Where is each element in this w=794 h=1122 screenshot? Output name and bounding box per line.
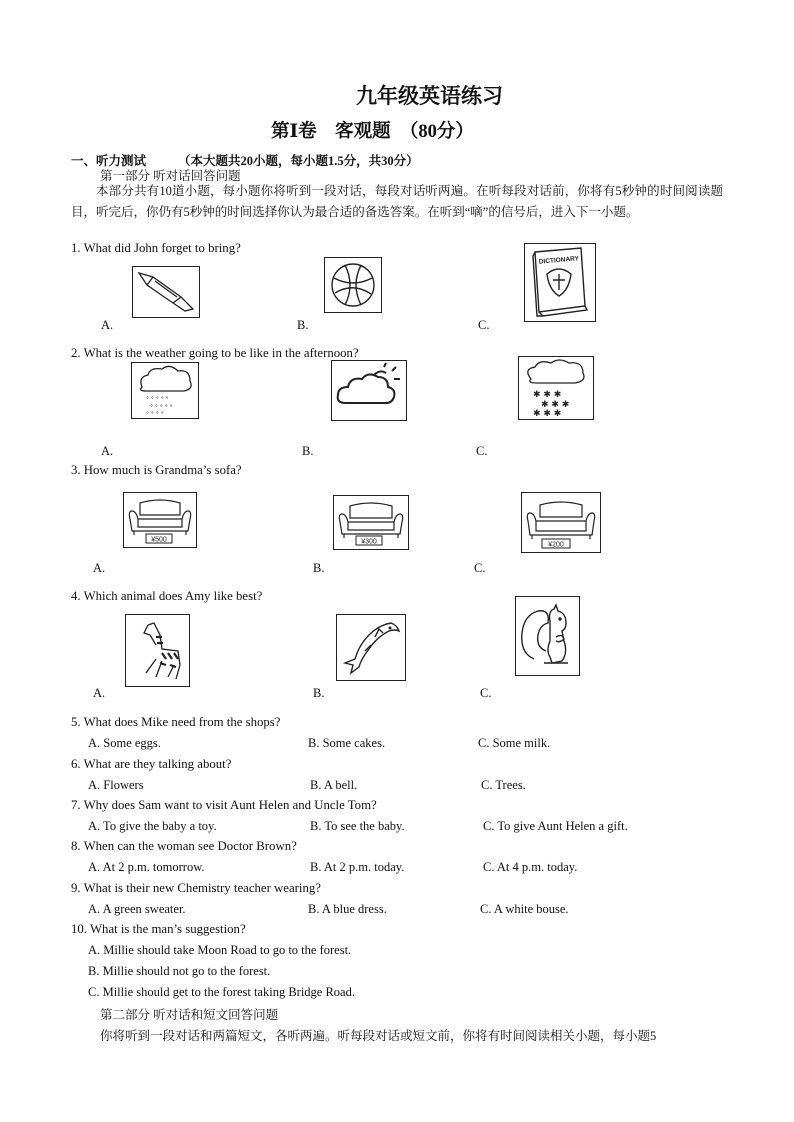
option-b: B. To see the baby.	[310, 819, 405, 833]
option-label: A.	[93, 686, 106, 700]
question-stem: 1. What did John forget to bring?	[71, 241, 241, 255]
option-a: A. A green sweater.	[88, 902, 186, 916]
question-stem: 3. How much is Grandma’s sofa?	[71, 463, 242, 477]
option-label: A.	[93, 561, 106, 575]
price-tag: ¥300	[361, 538, 377, 546]
option-c: C. Some milk.	[478, 736, 551, 750]
svg-text:° ° ° ° °: ° ° ° ° °	[146, 396, 169, 403]
option-label: A.	[101, 318, 114, 332]
svg-text:✱ ✱ ✱: ✱ ✱ ✱	[533, 390, 562, 400]
option-label: B.	[297, 318, 309, 332]
part1-instructions: 本部分共有10道小题，每小题你将听到一段对话，每段对话听两遍。在听每段对话前，你将有5秒钟的时间阅读题目，听完后，你仍有5秒钟的时间选择你认为最合适的备选答案。在听到“嘀”的信号后，进入下一小题。	[71, 184, 723, 219]
option-b: B. A bell.	[310, 778, 358, 792]
option-a: A. To give the baby a toy.	[88, 819, 217, 833]
rain-cloud-icon	[131, 362, 199, 419]
snow-cloud-icon	[518, 356, 594, 420]
option-label: B.	[313, 686, 325, 700]
option-c: C. Trees.	[481, 778, 526, 792]
price-tag: ¥500	[151, 536, 167, 544]
option-b: B. At 2 p.m. today.	[310, 860, 405, 874]
option-b: B. A blue dress.	[308, 902, 387, 916]
squirrel-icon	[515, 596, 580, 676]
part2-instructions: 你将听到一段对话和两篇短文，各听两遍。听每段对话或短文前，你将有时间阅读相关小题，每小题5	[100, 1029, 657, 1043]
pen-icon	[132, 266, 200, 318]
svg-text:° ° ° ° °: ° ° ° ° °	[150, 404, 173, 411]
dictionary-icon	[524, 243, 596, 322]
question-stem: 9. What is their new Chemistry teacher wearing?	[71, 881, 321, 895]
question-stem: 4. Which animal does Amy like best?	[71, 589, 263, 603]
question-stem: 8. When can the woman see Doctor Brown?	[71, 839, 297, 853]
option-c: C. A white bouse.	[480, 902, 569, 916]
option-label: A.	[101, 444, 114, 458]
option-label: C.	[474, 561, 486, 575]
option-label: C.	[478, 318, 490, 332]
question-stem: 7. Why does Sam want to visit Aunt Helen and Uncle Tom?	[71, 798, 377, 812]
option-label: C.	[476, 444, 488, 458]
option-b: B. Some cakes.	[308, 736, 386, 750]
dolphin-icon	[336, 614, 406, 681]
sofa-icon	[333, 495, 409, 550]
option-a: A. Flowers	[88, 778, 144, 792]
sofa-icon	[123, 492, 197, 548]
option-c: C. Millie should get to the forest taking Bridge Road.	[88, 985, 355, 999]
option-c: C. At 4 p.m. today.	[483, 860, 578, 874]
sun-cloud-icon	[331, 360, 407, 421]
page-title: 九年级英语练习	[356, 84, 503, 108]
option-c: C. To give Aunt Helen a gift.	[483, 819, 628, 833]
section-note: （本大题共20小题，每小题1.5分，共30分）	[178, 154, 419, 168]
question-stem: 6. What are they talking about?	[71, 757, 232, 771]
option-a: A. At 2 p.m. tomorrow.	[88, 860, 205, 874]
question-stem: 10. What is the man’s suggestion?	[71, 922, 246, 936]
section-heading: 一、听力测试	[71, 154, 147, 168]
question-stem: 2. What is the weather going to be like in the afternoon?	[71, 346, 359, 360]
sofa-icon	[521, 492, 601, 553]
svg-text:° ° ° °: ° ° ° °	[146, 411, 164, 418]
option-label: B.	[313, 561, 325, 575]
part1-title: 第一部分 听对话回答问题	[100, 169, 241, 183]
option-a: A. Some eggs.	[88, 736, 161, 750]
dictionary-label: DICTIONARY	[538, 255, 580, 266]
basketball-icon	[324, 257, 382, 313]
svg-text:✱ ✱ ✱: ✱ ✱ ✱	[533, 409, 562, 419]
svg-text:✱ ✱ ✱: ✱ ✱ ✱	[541, 400, 570, 410]
price-tag: ¥200	[548, 541, 564, 549]
zebra-icon	[125, 614, 190, 687]
option-label: C.	[480, 686, 492, 700]
option-b: B. Millie should not go to the forest.	[88, 964, 271, 978]
option-a: A. Millie should take Moon Road to go to the forest.	[88, 943, 352, 957]
option-label: B.	[302, 444, 314, 458]
page-subtitle: 第Ⅰ卷 客观题 （80分）	[271, 122, 474, 142]
part2-title: 第二部分 听对话和短文回答问题	[100, 1008, 279, 1022]
question-stem: 5. What does Mike need from the shops?	[71, 715, 281, 729]
